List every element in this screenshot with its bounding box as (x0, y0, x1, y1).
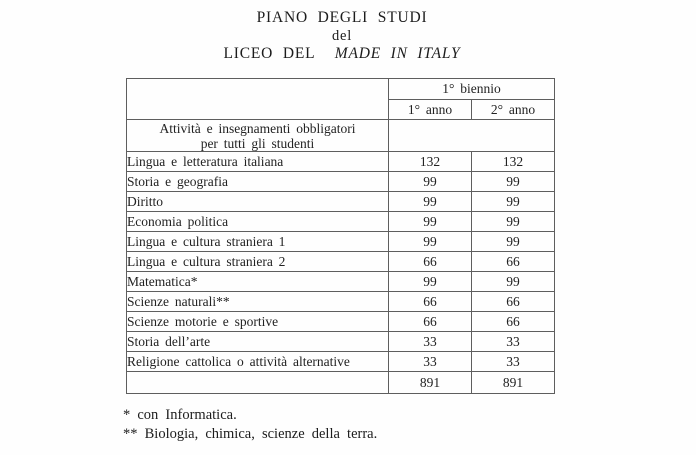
subject-cell: Lingua e cultura straniera 2 (127, 252, 389, 272)
footnote-1: * con Informatica. (123, 407, 237, 423)
footnotes (123, 406, 377, 443)
anno2-value-cell: 33 (472, 332, 555, 352)
anno2-value-cell: 66 (472, 312, 555, 332)
table-row (127, 312, 555, 332)
anno2-value-cell: 99 (472, 192, 555, 212)
totals-anno1-cell: 891 (389, 372, 472, 394)
anno1-value-cell: 33 (389, 352, 472, 372)
subject-cell: Lingua e cultura straniera 1 (127, 232, 389, 252)
subject-cell: Religione cattolica o attività alternative (127, 352, 389, 372)
table-row (127, 252, 555, 272)
section-header-line-2: per tutti gli studenti (200, 135, 315, 151)
header-row-biennio (127, 79, 555, 100)
footnote-2: ** Biologia, chimica, scienze della terra. (123, 425, 378, 442)
totals-empty-cell (127, 372, 389, 394)
anno1-value-cell: 99 (389, 192, 472, 212)
anno2-value-cell: 99 (472, 172, 555, 192)
section-header-line-1: Attività e insegnamenti obbligatori (159, 120, 356, 136)
table-row (127, 232, 555, 252)
anno2-value-cell: 99 (472, 272, 555, 292)
header-empty-cell (127, 79, 389, 120)
curriculum-table (126, 78, 555, 394)
anno1-value-cell: 66 (389, 252, 472, 272)
header-anno1-cell: 1° anno (389, 100, 472, 120)
anno1-value-cell: 99 (389, 212, 472, 232)
anno1-value-cell: 132 (389, 152, 472, 172)
subject-cell: Diritto (127, 192, 389, 212)
table-row (127, 172, 555, 192)
anno2-value-cell: 132 (472, 152, 555, 172)
section-header-cell (127, 120, 389, 152)
subject-cell: Lingua e letteratura italiana (127, 152, 389, 172)
title-line-3-regular: LICEO DEL (223, 45, 316, 62)
header-anno2-cell: 2° anno (472, 100, 555, 120)
totals-anno2-cell: 891 (472, 372, 555, 394)
anno1-value-cell: 99 (389, 172, 472, 192)
title-line-3 (0, 45, 684, 63)
table-row (127, 292, 555, 312)
totals-row (127, 372, 555, 394)
anno2-value-cell: 66 (472, 292, 555, 312)
header-biennio-cell: 1° biennio (389, 79, 555, 100)
subject-cell: Economia politica (127, 212, 389, 232)
table-row (127, 212, 555, 232)
subject-cell: Scienze motorie e sportive (127, 312, 389, 332)
document-title (0, 9, 684, 63)
title-line-3-italic: MADE IN ITALY (334, 45, 461, 62)
subject-cell: Matematica* (127, 272, 389, 292)
table-row (127, 332, 555, 352)
curriculum-table-container (126, 78, 555, 394)
table-row (127, 352, 555, 372)
anno2-value-cell: 66 (472, 252, 555, 272)
subject-cell: Storia e geografia (127, 172, 389, 192)
title-line-1: PIANO DEGLI STUDI (256, 9, 428, 26)
table-row (127, 272, 555, 292)
anno1-value-cell: 66 (389, 312, 472, 332)
anno2-value-cell: 99 (472, 232, 555, 252)
anno2-value-cell: 33 (472, 352, 555, 372)
anno2-value-cell: 99 (472, 212, 555, 232)
subject-cell: Scienze naturali** (127, 292, 389, 312)
section-header-empty-cell (389, 120, 555, 152)
title-line-2: del (331, 28, 353, 44)
anno1-value-cell: 99 (389, 232, 472, 252)
table-row (127, 192, 555, 212)
anno1-value-cell: 33 (389, 332, 472, 352)
section-header-row (127, 120, 555, 152)
anno1-value-cell: 99 (389, 272, 472, 292)
anno1-value-cell: 66 (389, 292, 472, 312)
table-row (127, 152, 555, 172)
subject-cell: Storia dell’arte (127, 332, 389, 352)
